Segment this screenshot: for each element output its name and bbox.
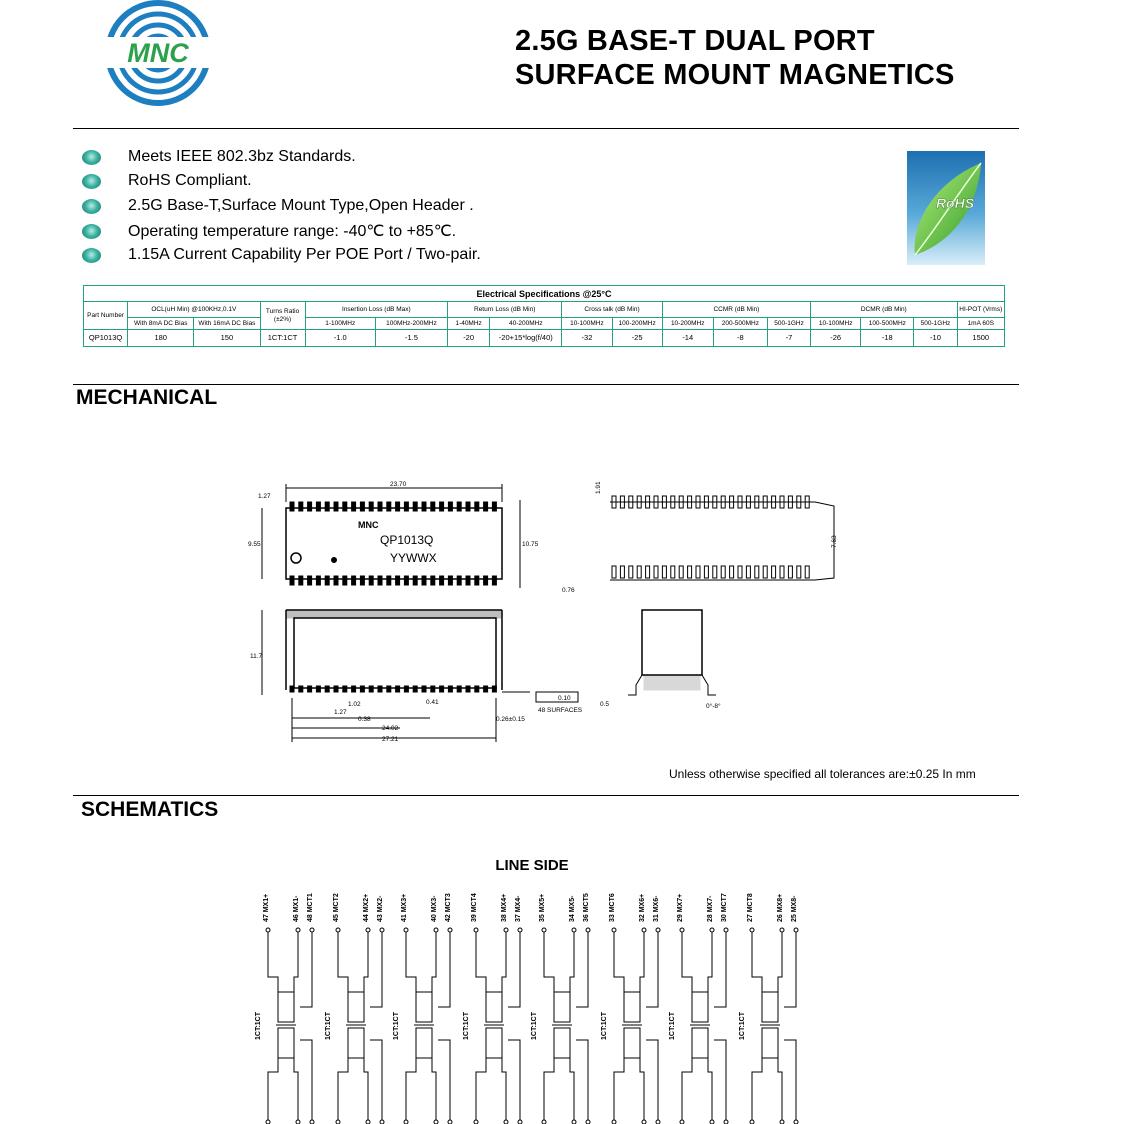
mechanical-drawing (240, 470, 860, 750)
transformer-icon (278, 992, 294, 1022)
pin (492, 576, 496, 585)
pin-label: 48 MCT1 (307, 893, 314, 922)
svg-text:7.63: 7.63 (831, 535, 838, 548)
pin (334, 576, 338, 585)
pin (448, 686, 452, 692)
page-title-line2: SURFACE MOUNT MAGNETICS (515, 59, 955, 91)
pin (466, 686, 470, 692)
pin-label: 35 MX5+ (539, 893, 546, 922)
pin (440, 686, 444, 692)
header-divider (73, 128, 1019, 129)
mechanical-title: MECHANICAL (76, 386, 218, 409)
pin (475, 686, 479, 692)
pin (448, 576, 452, 585)
bullet-icon (82, 248, 101, 263)
svg-text:48 SURFACES: 48 SURFACES (538, 707, 583, 714)
pin-label: 27 MCT8 (747, 893, 754, 922)
transformer-icon (692, 992, 708, 1022)
pin (629, 566, 633, 578)
table-row: QP1013Q 180 150 1CT:1CT -1.0 -1.5 -20 -20+15*log(f/40) -32 -25 -14 -8 -7 -26 -18 -10 1500 (84, 330, 1005, 347)
ratio-label: 1CT:1CT (463, 1011, 470, 1040)
pin (612, 566, 616, 578)
pin (679, 566, 683, 578)
pin-label: 43 MX2- (377, 895, 384, 922)
feature-text: 2.5G Base-T,Surface Mount Type,Open Header . (128, 197, 474, 214)
pin (780, 566, 784, 578)
pin (378, 502, 382, 511)
pin (755, 566, 759, 578)
pin (713, 566, 717, 578)
pin (422, 502, 426, 511)
col-part-number: Part Number (84, 302, 128, 330)
svg-text:11.7: 11.7 (250, 653, 263, 660)
feature-item (82, 195, 474, 217)
pin (308, 576, 312, 585)
pin (352, 576, 356, 585)
pin (484, 576, 488, 585)
pin (316, 576, 320, 585)
pin (369, 686, 373, 692)
col-ocl: OCL(uH Min) @100KHz,0.1V (128, 302, 260, 318)
ratio-label: 1CT:1CT (255, 1011, 262, 1040)
pin (299, 502, 303, 511)
pin-label: 29 MX7+ (677, 893, 684, 922)
pin (646, 566, 650, 578)
pin (457, 576, 461, 585)
marking-brand: MNC (358, 520, 379, 530)
pin (654, 566, 658, 578)
pin (704, 566, 708, 578)
col-return: Return Loss (dB Min) (448, 302, 562, 318)
feature-item (82, 146, 356, 168)
ratio-label: 1CT:1CT (531, 1011, 538, 1040)
schematics-divider (73, 795, 1019, 796)
pin (448, 502, 452, 511)
bullet-icon (82, 174, 101, 189)
feature-item (82, 220, 456, 242)
pin (343, 576, 347, 585)
pin (431, 576, 435, 585)
pin (369, 502, 373, 511)
transformer-icon (348, 1028, 364, 1058)
transformer-icon (554, 1028, 570, 1058)
pin (637, 566, 641, 578)
col-dcmr: DCMR (dB Min) (811, 302, 957, 318)
transformer-icon (278, 1028, 294, 1058)
pin (378, 686, 382, 692)
svg-text:23.70: 23.70 (390, 481, 407, 488)
svg-text:0.10: 0.10 (558, 695, 571, 702)
ratio-label: 1CT:1CT (669, 1011, 676, 1040)
transformer-icon (554, 992, 570, 1022)
pin (797, 566, 801, 578)
pin (378, 576, 382, 585)
svg-text:24.02: 24.02 (382, 725, 399, 732)
col-turns: Turns Ratio (±2%) (260, 302, 305, 330)
pin (696, 566, 700, 578)
pin (325, 502, 329, 511)
bullet-icon (82, 150, 101, 165)
col-crosstalk: Cross talk (dB Min) (562, 302, 662, 318)
pin (404, 686, 408, 692)
ratio-label: 1CT:1CT (393, 1011, 400, 1040)
marking-part: QP1013Q (380, 533, 434, 547)
pin (360, 686, 364, 692)
pin-label: 33 MCT6 (609, 893, 616, 922)
pin (316, 686, 320, 692)
pin (290, 576, 294, 585)
mechanical-divider (73, 384, 1019, 385)
pin (721, 566, 725, 578)
pin (387, 502, 391, 511)
pin (299, 686, 303, 692)
pin (308, 686, 312, 692)
pin (290, 686, 294, 692)
svg-text:1.27: 1.27 (334, 709, 347, 716)
pin (772, 566, 776, 578)
schematics-title: SCHEMATICS (81, 798, 219, 821)
transformer-icon (486, 1028, 502, 1058)
ratio-label: 1CT:1CT (739, 1011, 746, 1040)
svg-text:1.91: 1.91 (595, 481, 602, 494)
line-side-label: LINE SIDE (495, 857, 569, 874)
transformer-icon (416, 992, 432, 1022)
col-hipot: HI-POT (Vrms) (957, 302, 1004, 318)
pin (360, 576, 364, 585)
marking-datecode: YYWWX (390, 551, 437, 565)
pin-label: 26 MX8+ (777, 893, 784, 922)
pin (343, 502, 347, 511)
pin (404, 576, 408, 585)
pin (334, 502, 338, 511)
pin (387, 686, 391, 692)
pin (396, 576, 400, 585)
pin-label: 39 MCT4 (471, 893, 478, 922)
schematic-diagram (240, 882, 820, 1124)
pin (457, 502, 461, 511)
pin (299, 576, 303, 585)
pin (422, 686, 426, 692)
pin (466, 502, 470, 511)
pin (404, 502, 408, 511)
pin (788, 566, 792, 578)
pin (440, 576, 444, 585)
rohs-badge (907, 151, 985, 265)
pin-label: 32 MX6+ (639, 893, 646, 922)
transformer-icon (624, 1028, 640, 1058)
pin (620, 566, 624, 578)
pin (457, 686, 461, 692)
pin (492, 502, 496, 511)
pin (308, 502, 312, 511)
pin-label: 25 MX8- (791, 895, 798, 922)
transformer-icon (692, 1028, 708, 1058)
pin (422, 576, 426, 585)
feature-item (82, 244, 481, 266)
pin-label: 31 MX6- (653, 895, 660, 922)
col-insertion: Insertion Loss (dB Max) (305, 302, 447, 318)
logo-text: MNC (127, 38, 189, 68)
transformer-icon (486, 992, 502, 1022)
col-cmrr: CCMR (dB Min) (662, 302, 810, 318)
pin (413, 576, 417, 585)
pin (671, 566, 675, 578)
pin (396, 686, 400, 692)
pin (431, 686, 435, 692)
svg-text:0.26±0.15: 0.26±0.15 (496, 716, 525, 723)
bullet-icon (82, 224, 101, 239)
pin-label: 28 MX7- (707, 895, 714, 922)
feature-text: Operating temperature range: -40℃ to +85℃. (128, 223, 457, 240)
svg-text:0.38: 0.38 (358, 716, 371, 723)
svg-text:0.41: 0.41 (426, 699, 439, 706)
pin (316, 502, 320, 511)
pin (413, 686, 417, 692)
pin (763, 566, 767, 578)
pin (343, 686, 347, 692)
mnc-logo (103, 0, 213, 108)
pin-label: 36 MCT5 (583, 893, 590, 922)
pin-label: 42 MCT3 (445, 893, 452, 922)
ratio-label: 1CT:1CT (325, 1011, 332, 1040)
pin-label: 44 MX2+ (363, 893, 370, 922)
svg-text:0.5: 0.5 (600, 701, 610, 708)
feature-text: 1.15A Current Capability Per POE Port / Two-pair. (128, 246, 481, 263)
pin-label: 41 MX3+ (401, 893, 408, 922)
pin (352, 502, 356, 511)
bullet-icon (82, 199, 101, 214)
tolerance-note: Unless otherwise specified all tolerances are:±0.25 In mm (669, 767, 976, 781)
svg-text:0.76: 0.76 (562, 587, 575, 594)
feature-text: Meets IEEE 802.3bz Standards. (128, 148, 356, 165)
pin (746, 566, 750, 578)
svg-text:1.02: 1.02 (348, 701, 361, 708)
svg-text:0°-8°: 0°-8° (706, 703, 721, 710)
pin (396, 502, 400, 511)
pin (290, 502, 294, 511)
pin (492, 686, 496, 692)
electrical-spec-table: Electrical Specifications @25°C Part Number OCL(uH Min) @100KHz,0.1V Turns Ratio (±2%) Insertion Loss (dB Max) Return Loss (dB Min) Cross talk (dB Min) CCMR (dB Min) DCMR (dB Min) HI-POT (Vrms) With 8mA DC Bias With 16mA DC Bias 1-100MHz 100MHz-200MHz 1-40MHz 40-200MHz 10-100MHz 100-200MHz 10-200MHz 200-500MHz 500-1GHz 10-100MHz 100-500MHz 500-1GHz 1mA 60S QP1013Q 180 150 1CT:1CT -1.0 -1.5 -20 -20+15*log(f/40) -32 -25 -14 -8 -7 -26 -18 -10 1500 (83, 285, 1005, 347)
svg-text:1.27: 1.27 (258, 493, 271, 500)
pin (738, 566, 742, 578)
pin (484, 686, 488, 692)
pin (805, 566, 809, 578)
pin (484, 502, 488, 511)
pin-label: 30 MCT7 (721, 893, 728, 922)
transformer-icon (348, 992, 364, 1022)
svg-text:9.55: 9.55 (248, 541, 261, 548)
ratio-label: 1CT:1CT (601, 1011, 608, 1040)
pin (466, 576, 470, 585)
pin-label: 34 MX5- (569, 895, 576, 922)
transformer-icon (416, 1028, 432, 1058)
transformer-icon (624, 992, 640, 1022)
pin-label: 37 MX4- (515, 895, 522, 922)
pin-label: 40 MX3- (431, 895, 438, 922)
pin (413, 502, 417, 511)
pin (325, 686, 329, 692)
feature-item (82, 170, 252, 192)
feature-text: RoHS Compliant. (128, 172, 252, 189)
page-title-line1: 2.5G BASE-T DUAL PORT (515, 25, 875, 57)
pin (475, 502, 479, 511)
svg-text:27.21: 27.21 (382, 736, 399, 743)
pin (360, 502, 364, 511)
pin (325, 576, 329, 585)
pin-label: 38 MX4+ (501, 893, 508, 922)
svg-text:RoHS: RoHS (935, 195, 975, 211)
pin (440, 502, 444, 511)
pin (352, 686, 356, 692)
table-caption: Electrical Specifications @25°C (84, 286, 1005, 302)
pin (662, 566, 666, 578)
pin (475, 576, 479, 585)
pin-label: 46 MX1- (293, 895, 300, 922)
pin (688, 566, 692, 578)
pin (431, 502, 435, 511)
transformer-icon (762, 992, 778, 1022)
svg-text:10.75: 10.75 (522, 541, 539, 548)
pin (387, 576, 391, 585)
side-view-body (294, 618, 496, 688)
pin (369, 576, 373, 585)
pin-label: 45 MCT2 (333, 893, 340, 922)
pin (334, 686, 338, 692)
pin (730, 566, 734, 578)
transformer-icon (762, 1028, 778, 1058)
pin-label: 47 MX1+ (263, 893, 270, 922)
